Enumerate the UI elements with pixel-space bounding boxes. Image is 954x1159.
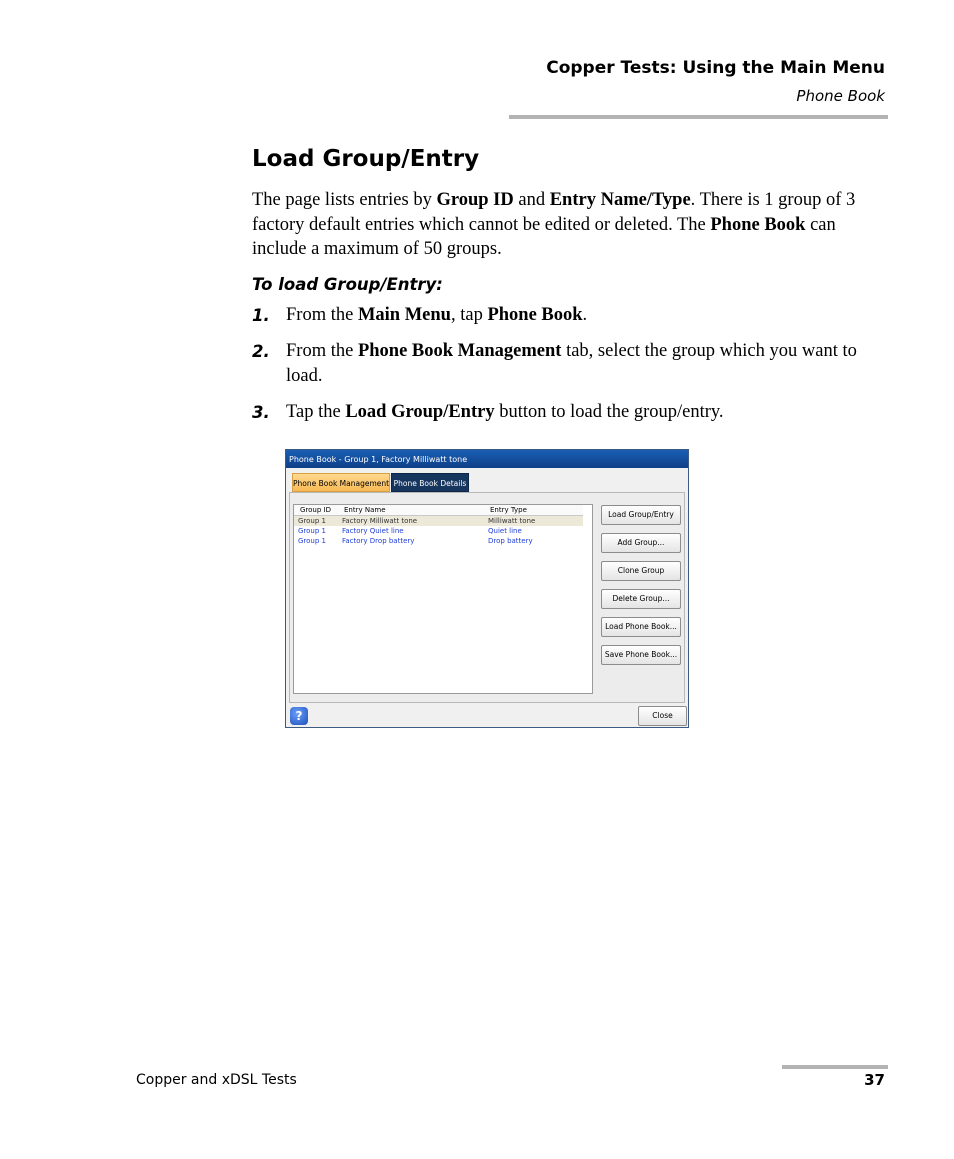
cell-entry-name: Factory Quiet line: [342, 527, 404, 535]
management-panel: [289, 492, 685, 703]
step-text: From the Phone Book Management tab, select the group which you want to load.: [286, 341, 857, 386]
column-header-entry-type[interactable]: Entry Type: [490, 506, 527, 514]
clone-group-button[interactable]: Clone Group: [601, 561, 681, 581]
page-number: 37: [864, 1071, 885, 1089]
help-icon[interactable]: ?: [290, 707, 308, 725]
phone-book-window: [285, 449, 689, 728]
cell-entry-name: Factory Milliwatt tone: [342, 517, 418, 525]
step-number: 1.: [252, 306, 270, 325]
footer-rule: [782, 1065, 888, 1069]
list-row[interactable]: [294, 536, 583, 546]
running-header-title: Copper Tests: Using the Main Menu: [546, 58, 885, 78]
cell-entry-type: Milliwatt tone: [488, 517, 536, 525]
procedure-title: To load Group/Entry:: [252, 275, 443, 294]
cell-entry-type: Quiet line: [488, 527, 522, 535]
close-button[interactable]: Close: [638, 706, 687, 726]
tab-phone-book-details[interactable]: Phone Book Details: [391, 473, 469, 492]
entries-list[interactable]: [293, 504, 593, 694]
running-header-subtitle: Phone Book: [796, 87, 885, 105]
list-row[interactable]: [294, 516, 583, 526]
intro-paragraph: The page lists entries by Group ID and Entry Name/Type. There is 1 group of 3 factory default entries which cannot be edited or deleted. The Phone Book can include a maximum of 50 groups.: [252, 190, 856, 259]
cell-entry-name: Factory Drop battery: [342, 537, 415, 545]
cell-group-id: Group 1: [298, 517, 326, 525]
cell-entry-type: Drop battery: [488, 537, 533, 545]
load-group-entry-button[interactable]: Load Group/Entry: [601, 505, 681, 525]
step-number: 2.: [252, 342, 270, 361]
add-group-button[interactable]: Add Group...: [601, 533, 681, 553]
cell-group-id: Group 1: [298, 537, 326, 545]
list-header: [294, 505, 583, 516]
delete-group-button[interactable]: Delete Group...: [601, 589, 681, 609]
cell-group-id: Group 1: [298, 527, 326, 535]
step-text: Tap the Load Group/Entry button to load the group/entry.: [286, 402, 724, 422]
footer-book-title: Copper and xDSL Tests: [136, 1072, 297, 1088]
step-number: 3.: [252, 403, 270, 422]
list-row[interactable]: [294, 526, 583, 536]
tab-phone-book-management[interactable]: Phone Book Management: [292, 473, 390, 492]
save-phone-book-button[interactable]: Save Phone Book...: [601, 645, 681, 665]
step-text: From the Main Menu, tap Phone Book.: [286, 305, 588, 325]
section-title: Load Group/Entry: [252, 146, 480, 172]
column-header-group-id[interactable]: Group ID: [300, 506, 331, 514]
column-header-entry-name[interactable]: Entry Name: [344, 506, 386, 514]
load-phone-book-button[interactable]: Load Phone Book...: [601, 617, 681, 637]
header-rule: [509, 115, 888, 119]
window-title: Phone Book - Group 1, Factory Milliwatt tone: [286, 450, 688, 468]
